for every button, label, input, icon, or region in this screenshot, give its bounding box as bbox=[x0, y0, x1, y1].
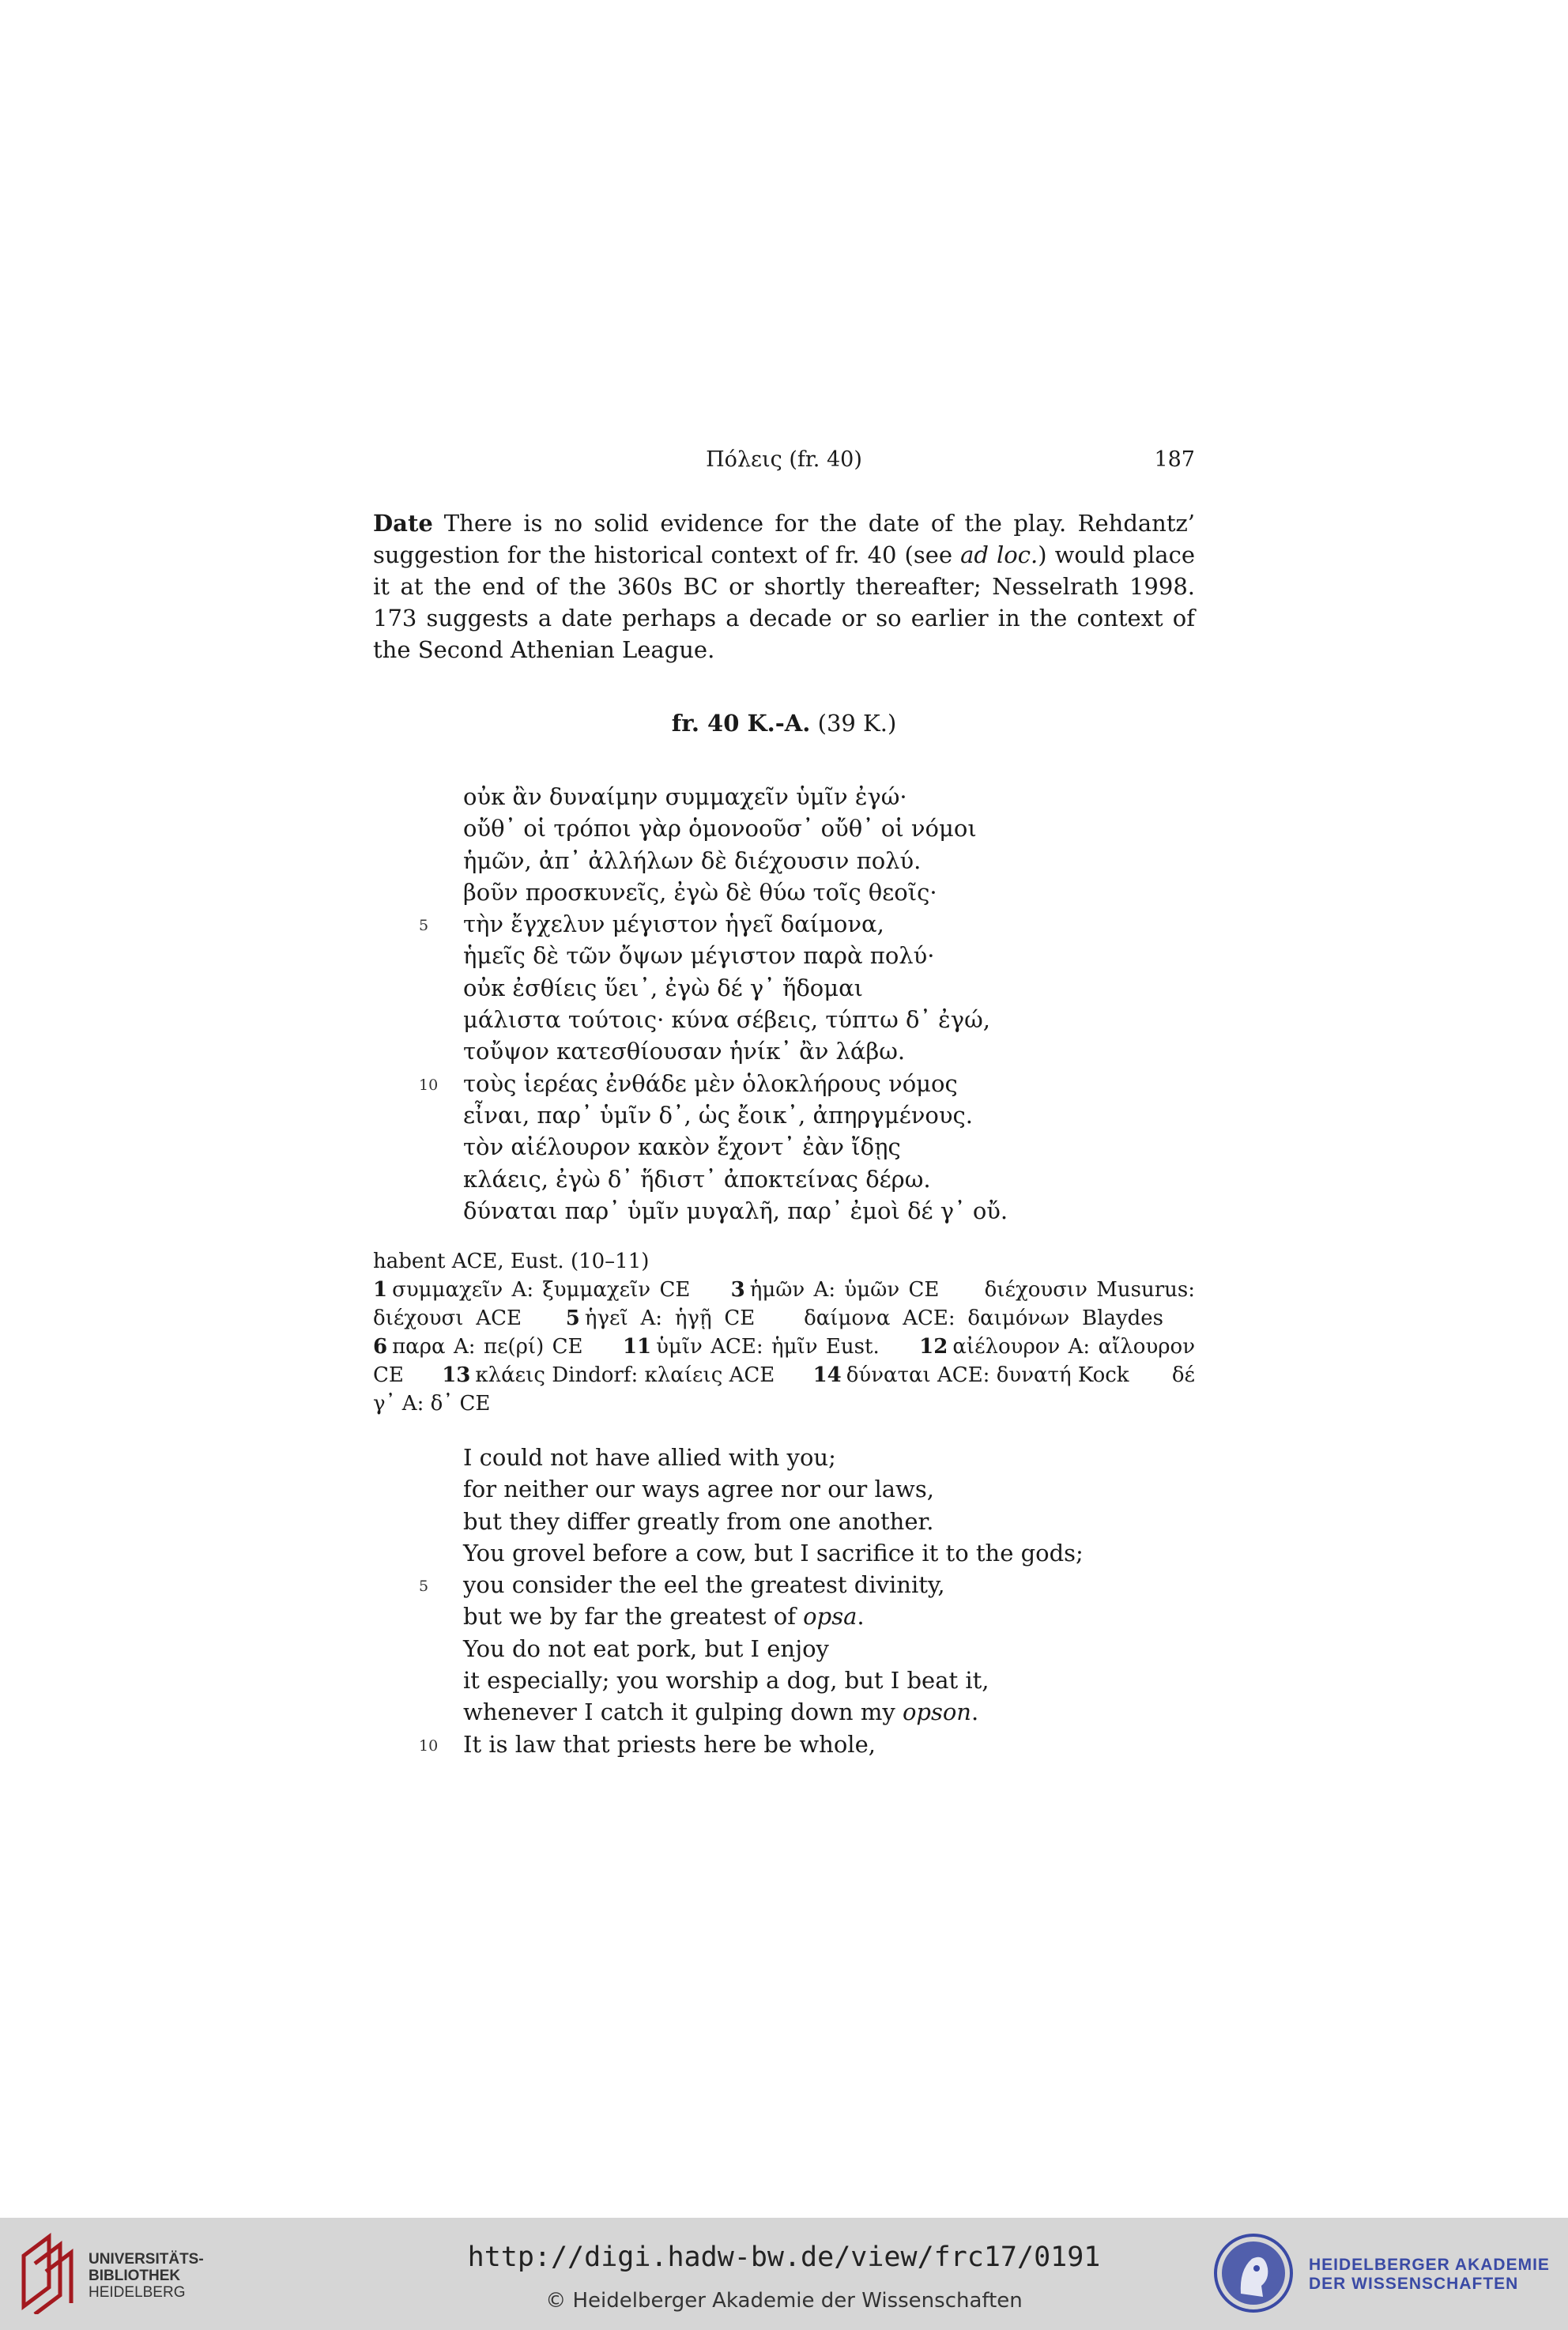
academy-seal-icon bbox=[1212, 2230, 1295, 2316]
running-head bbox=[373, 447, 1195, 479]
line-text-part: I could not have allied with you; bbox=[463, 1444, 836, 1471]
greek-line bbox=[373, 1004, 1195, 1035]
greek-line bbox=[373, 845, 1195, 877]
fragment-kock-number: (39 K.) bbox=[810, 710, 897, 737]
greek-line bbox=[373, 1035, 1195, 1067]
date-text-italic: ad loc. bbox=[960, 541, 1038, 568]
greek-line bbox=[373, 877, 1195, 908]
apparatus-reading: αἰέλουρον A: αἴλουρον CE bbox=[373, 1335, 1195, 1387]
greek-line bbox=[373, 1099, 1195, 1131]
line-text-part: for neither our ways agree nor our laws, bbox=[463, 1476, 934, 1503]
greek-line bbox=[373, 781, 1195, 812]
apparatus-line-ref: 5 bbox=[565, 1306, 580, 1330]
line-text bbox=[463, 1729, 876, 1760]
apparatus-reading: κλάεις Dindorf: κλαίεις ACE bbox=[475, 1363, 775, 1387]
apparatus-entry bbox=[373, 1335, 583, 1359]
line-text bbox=[463, 1633, 829, 1665]
apparatus-reading: παρα A: πε(ρί) CE bbox=[392, 1335, 583, 1359]
line-text-part: It is law that priests here be whole, bbox=[463, 1730, 876, 1758]
line-text: δύναται παρ᾽ ὑμῖν μυγαλῆ, παρ᾽ ἐμοὶ δέ γ᾽ οὔ. bbox=[463, 1197, 1008, 1224]
line-text bbox=[463, 1473, 934, 1505]
apparatus-reading: ἡμῶν A: ὑμῶν CE bbox=[749, 1278, 940, 1302]
greek-line bbox=[373, 1195, 1195, 1227]
line-text-part: You grovel before a cow, but I sacrifice it to the gods; bbox=[463, 1539, 1084, 1567]
permalink-url[interactable]: http://digi.hadw-bw.de/view/frc17/0191 bbox=[467, 2241, 1101, 2273]
line-text-part: . bbox=[857, 1603, 865, 1631]
english-line bbox=[373, 1537, 1195, 1569]
line-text: τὴν ἔγχελυν μέγιστον ἡγεῖ δαίμονα, bbox=[463, 911, 884, 938]
line-text-part: it especially; you worship a dog, but I beat it, bbox=[463, 1667, 989, 1695]
apparatus-entry bbox=[623, 1335, 880, 1359]
english-line bbox=[373, 1473, 1195, 1505]
line-number: 5 bbox=[419, 917, 429, 935]
english-line bbox=[373, 1633, 1195, 1665]
line-text: εἶναι, παρ᾽ ὑμῖν δ᾽, ὡς ἔοικ᾽, ἀπηργμένους. bbox=[463, 1101, 973, 1129]
line-text-part: You do not eat pork, but I enjoy bbox=[463, 1634, 829, 1662]
apparatus-entry bbox=[799, 1306, 1163, 1330]
line-text: τοὺς ἱερέας ἐνθάδε μὲν ὁλοκλήρους νόμος bbox=[463, 1069, 958, 1097]
line-text bbox=[463, 1665, 989, 1696]
apparatus-line-ref: 6 bbox=[373, 1335, 388, 1359]
greek-line bbox=[373, 1163, 1195, 1195]
english-line bbox=[373, 1600, 1195, 1632]
line-text bbox=[463, 1537, 1084, 1569]
apparatus-entry bbox=[373, 1278, 690, 1302]
copyright-notice: © Heidelberger Akademie der Wissenschaften bbox=[545, 2289, 1023, 2313]
apparatus-reading: δύναται ACE: δυνατή Kock bbox=[846, 1363, 1129, 1387]
line-text bbox=[463, 1442, 836, 1473]
greek-line bbox=[373, 972, 1195, 1004]
running-head-title: Πόλεις (fr. 40) bbox=[706, 447, 862, 472]
line-text: οὐκ ἐσθίεις ὕει᾽, ἐγὼ δέ γ᾽ ἥδομαι bbox=[463, 974, 864, 1001]
apparatus-entry bbox=[566, 1306, 755, 1330]
apparatus-entry bbox=[813, 1363, 1129, 1387]
academy-name-line1: HEIDELBERGER AKADEMIE bbox=[1309, 2256, 1550, 2274]
english-line bbox=[373, 1569, 1195, 1600]
greek-line bbox=[373, 1131, 1195, 1163]
english-line bbox=[373, 1729, 1195, 1760]
apparatus-entry bbox=[731, 1278, 940, 1302]
apparatus-reading: ἡγεῖ A: ἡγῇ CE bbox=[584, 1306, 756, 1330]
fragment-heading bbox=[373, 710, 1195, 737]
line-text-italic: opsa bbox=[803, 1603, 858, 1631]
greek-line bbox=[373, 940, 1195, 971]
line-text-part: you consider the eel the greatest divinity, bbox=[463, 1571, 945, 1599]
line-number: 5 bbox=[419, 1578, 429, 1596]
apparatus-entry bbox=[442, 1363, 775, 1387]
line-text bbox=[463, 1696, 978, 1728]
apparatus-line-ref: 3 bbox=[730, 1278, 745, 1302]
line-text bbox=[463, 1600, 865, 1632]
line-text-part: whenever I catch it gulping down my bbox=[463, 1698, 903, 1726]
apparatus-line-ref: 12 bbox=[919, 1335, 948, 1359]
fragment-number: fr. 40 K.-A. bbox=[671, 710, 811, 737]
line-text: μάλιστα τούτοις· κύνα σέβεις, τύπτω δ᾽ ἐγώ, bbox=[463, 1006, 990, 1034]
greek-line bbox=[373, 908, 1195, 940]
apparatus-reading: δαίμονα ACE: δαιμόνων Blaydes bbox=[804, 1306, 1164, 1330]
date-text-part2: ) would place it at the end of the 360s BC or shortly thereafter; Nesselrath 1998. 173 suggests a date perhaps a decade or so earlier in the context of the Second Athenian League. bbox=[373, 541, 1195, 663]
greek-line bbox=[373, 812, 1195, 844]
english-line bbox=[373, 1442, 1195, 1473]
date-paragraph bbox=[373, 507, 1195, 665]
apparatus-line-ref: 1 bbox=[373, 1278, 388, 1302]
english-translation bbox=[373, 1442, 1195, 1760]
line-text: ἡμεῖς δὲ τῶν ὄψων μέγιστον παρὰ πολύ· bbox=[463, 942, 935, 970]
line-text: βοῦν προσκυνεῖς, ἐγὼ δὲ θύω τοῖς θεοῖς· bbox=[463, 878, 937, 906]
line-text: οὔθ᾽ οἱ τρόποι γὰρ ὁμονοοῦσ᾽ οὔθ᾽ οἱ νόμοι bbox=[463, 815, 977, 843]
english-line bbox=[373, 1506, 1195, 1537]
line-text-part: but they differ greatly from one another. bbox=[463, 1507, 934, 1535]
date-label: Date bbox=[373, 510, 433, 537]
apparatus-reading: ὑμῖν ACE: ἡμῖν Eust. bbox=[656, 1335, 880, 1359]
library-name-line1: UNIVERSITÄTS- bbox=[89, 2251, 204, 2268]
line-number: 10 bbox=[419, 1736, 439, 1755]
date-text-part1: There is no solid evidence for the date of the play. Rehdantz’ suggestion for the historical context of fr. 40 (see bbox=[373, 510, 1195, 568]
line-text-part: but we by far the greatest of bbox=[463, 1603, 804, 1631]
line-text: τοὔψον κατεσθίουσαν ἡνίκ᾽ ἂν λάβω. bbox=[463, 1038, 906, 1065]
line-text: οὐκ ἂν δυναίμην συμμαχεῖν ὑμῖν ἐγώ· bbox=[463, 783, 907, 810]
line-text bbox=[463, 1506, 933, 1537]
english-line bbox=[373, 1696, 1195, 1728]
library-name-line2: BIBLIOTHEK bbox=[89, 2268, 181, 2284]
line-text: τὸν αἰέλουρον κακὸν ἔχοντ᾽ ἐὰν ἴδῃς bbox=[463, 1133, 901, 1161]
page-number: 187 bbox=[1154, 447, 1195, 472]
apparatus-line-ref: 13 bbox=[442, 1363, 471, 1387]
line-text: κλάεις, ἐγὼ δ᾽ ἥδιστ᾽ ἀποκτείνας δέρω. bbox=[463, 1165, 931, 1193]
academy-name bbox=[1309, 2256, 1550, 2294]
line-text-italic: opson bbox=[902, 1698, 971, 1726]
greek-line bbox=[373, 1068, 1195, 1099]
line-text: ἡμῶν, ἀπ᾽ ἀλλήλων δὲ διέχουσιν πολύ. bbox=[463, 846, 922, 874]
apparatus-line-ref: 14 bbox=[812, 1363, 842, 1387]
english-line bbox=[373, 1665, 1195, 1696]
apparatus-reading: δέ γ᾽ A: δ᾽ CE bbox=[373, 1363, 1196, 1416]
footer-bar bbox=[0, 2218, 1568, 2330]
apparatus-reading: συμμαχεῖν A: ξυμμαχεῖν CE bbox=[392, 1278, 691, 1302]
critical-apparatus bbox=[373, 1247, 1195, 1418]
apparatus-reading: διέχουσιν Musurus: διέχουσι ACE bbox=[373, 1278, 1195, 1330]
line-text-part: . bbox=[971, 1698, 979, 1726]
apparatus-habent: habent ACE, Eust. (10–11) bbox=[373, 1250, 650, 1273]
line-number: 10 bbox=[419, 1076, 439, 1094]
greek-text bbox=[373, 781, 1195, 1227]
library-name-line3: HEIDELBERG bbox=[89, 2284, 186, 2301]
academy-name-line2: DER WISSENSCHAFTEN bbox=[1309, 2275, 1519, 2293]
line-text bbox=[463, 1569, 945, 1600]
apparatus-line-ref: 11 bbox=[622, 1335, 652, 1359]
apparatus-entries bbox=[373, 1276, 1195, 1418]
